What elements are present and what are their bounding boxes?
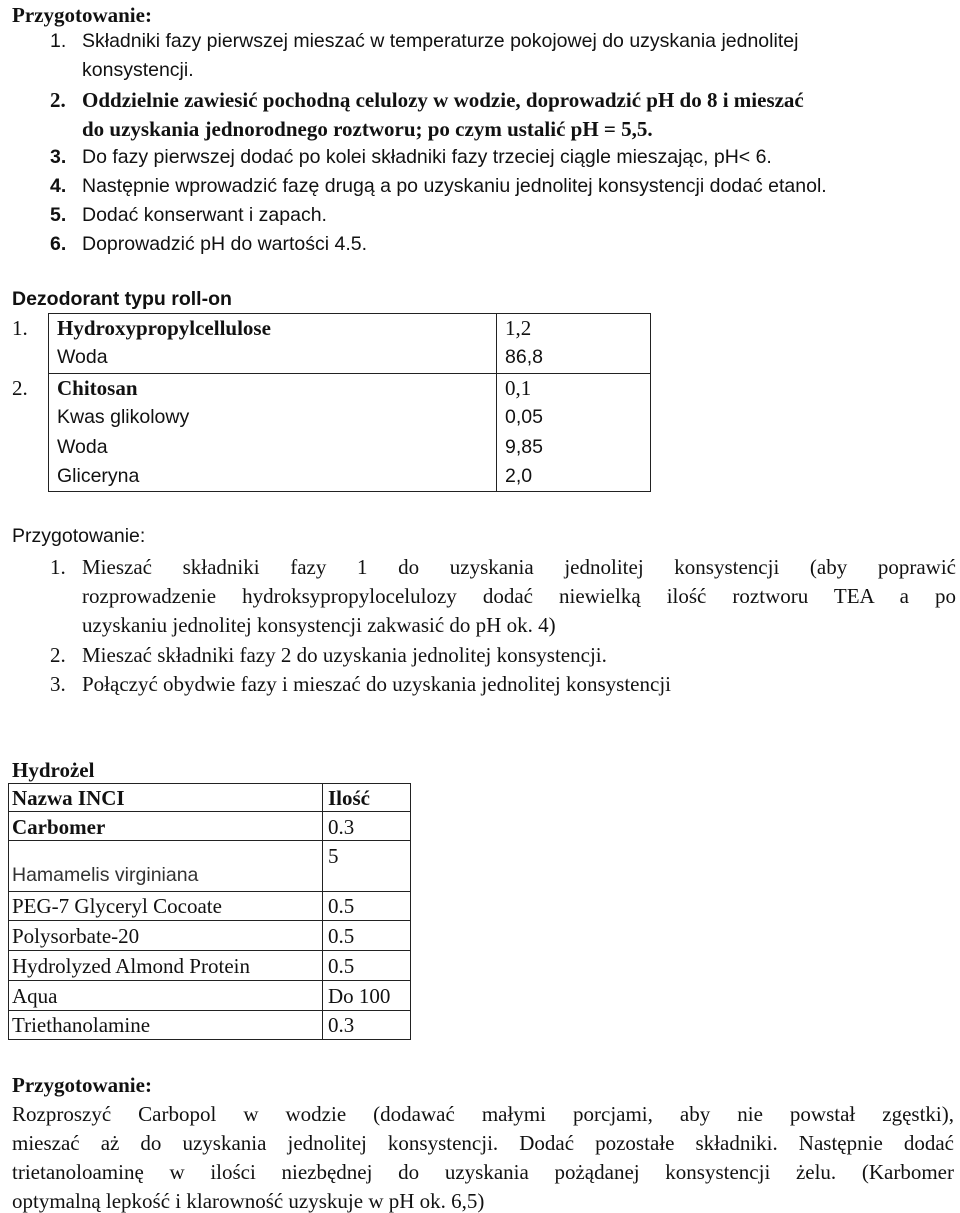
ingredient-name: Kwas glikolowy [57,406,190,428]
step-5 [50,206,327,226]
table-border-left [48,313,49,492]
ingredient-name: Chitosan [57,376,138,400]
step-6 [50,235,367,255]
ingredient-name: Aqua [12,984,58,1008]
header-amount: Ilość [328,786,370,810]
table-border-bottom [48,491,651,492]
table-border-right [650,313,651,492]
step-4 [50,177,827,197]
ingredient-value: 0.5 [328,894,355,918]
step-text: Oddzielnie zawiesić pochodną celulozy w wodzie, doprowadzić pH do 8 i mieszać [82,88,804,112]
prep-paragraph-line: Rozproszyć Carbopol w wodzie (dodawać małymi porcjami, aby nie powstał zgęstki), [12,1102,954,1126]
step-text: Doprowadzić pH do wartości 4.5. [82,233,368,255]
prep-number: 2. [50,643,66,667]
ingredient-name: Hydroxypropylcellulose [57,316,271,340]
ingredient-value: 0.5 [328,954,355,978]
step-number: 1. [50,30,67,52]
prep-line: Mieszać składniki fazy 1 do uzyskania jednolitej konsystencji (aby poprawić [82,555,956,579]
table-border-bottom [8,1039,411,1040]
prep-paragraph-line: optymalną lepkość i klarowność uzyskuje w pH ok. 6,5) [12,1189,485,1213]
ingredient-name: PEG-7 Glyceryl Cocoate [12,894,222,918]
table-border-left [8,783,9,1040]
ingredient-value: 2,0 [505,465,533,487]
step-number: 3. [50,146,67,168]
table-phase-divider [48,373,651,374]
table-row-divider [8,980,411,981]
step-1 [50,32,798,52]
step-text: Dodać konserwant i zapach. [82,204,327,226]
ingredient-value: 0.3 [328,815,355,839]
prep-line: Połączyć obydwie fazy i mieszać do uzyskania jednolitej konsystencji [82,672,671,696]
prep-number: 1. [50,555,66,579]
step-1-cont: konsystencji. [82,59,194,81]
table-border-top [8,783,411,784]
prep-paragraph-line: trietanoloaminę w ilości niezbędnej do uzyskania pożądanej konsystencji żelu. (Karbomer [12,1160,954,1184]
ingredient-name: Hydrolyzed Almond Protein [12,954,250,978]
ingredient-value: 0,1 [505,376,532,400]
ingredient-value: 5 [328,844,339,868]
ingredient-value: 1,2 [505,316,532,340]
table-column-divider [496,313,497,492]
prep-line: uzyskaniu jednolitej konsystencji zakwasić do pH ok. 4) [82,613,556,637]
step-text: Do fazy pierwszej dodać po kolei składniki fazy trzeciej ciągle mieszając, pH< 6. [82,146,772,168]
step-text: Składniki fazy pierwszej mieszać w temperaturze pokojowej do uzyskania jednolitej [82,30,799,52]
table-column-divider [322,783,323,1040]
ingredient-value: Do 100 [328,984,391,1008]
step-text: Następnie wprowadzić fazę drugą a po uzyskaniu jednolitej konsystencji dodać etanol. [82,175,827,197]
table-row-divider [8,1010,411,1011]
ingredient-name: Hamamelis virginiana [12,864,199,886]
hydrogel-title: Hydrożel [12,758,95,782]
prep-line: rozprowadzenie hydroksypropylocelulozy dodać niewielką ilość roztworu TEA a po [82,584,956,608]
ingredient-name: Polysorbate-20 [12,924,140,948]
prep-line: Mieszać składniki fazy 2 do uzyskania jednolitej konsystencji. [82,643,607,667]
step-2 [50,90,804,111]
ingredient-value: 0.3 [328,1013,355,1037]
rollon-title: Dezodorant typu roll-on [12,288,232,310]
prep-heading-hydrogel: Przygotowanie: [12,1073,152,1097]
step-3 [50,148,772,168]
ingredient-name: Woda [57,436,108,458]
table-row-divider [8,920,411,921]
phase-number: 1. [12,316,28,340]
prep-heading-rollon: Przygotowanie: [12,525,146,547]
ingredient-name: Triethanolamine [12,1013,151,1037]
ingredient-value: 0,05 [505,406,543,428]
table-row-divider [8,811,411,812]
table-row-divider [8,891,411,892]
step-number: 6. [50,233,67,255]
step-2-cont: do uzyskania jednorodnego roztworu; po czym ustalić pH = 5,5. [82,117,653,141]
phase-number: 2. [12,376,28,400]
ingredient-value: 9,85 [505,436,543,458]
step-number: 5. [50,204,67,226]
table-row-divider [8,950,411,951]
table-border-top [48,313,651,314]
step-number: 2. [50,88,66,112]
table-border-right [410,783,411,1040]
table-row-divider [8,840,411,841]
ingredient-value: 0.5 [328,924,355,948]
header-name: Nazwa INCI [12,786,125,810]
ingredient-name: Gliceryna [57,465,140,487]
prep-heading-top: Przygotowanie: [12,3,152,27]
ingredient-value: 86,8 [505,346,543,368]
step-number: 4. [50,175,67,197]
prep-number: 3. [50,672,66,696]
ingredient-name: Woda [57,346,108,368]
prep-paragraph-line: mieszać aż do uzyskania jednolitej konsystencji. Dodać pozostałe składniki. Następnie dodać [12,1131,954,1155]
ingredient-name: Carbomer [12,815,106,839]
